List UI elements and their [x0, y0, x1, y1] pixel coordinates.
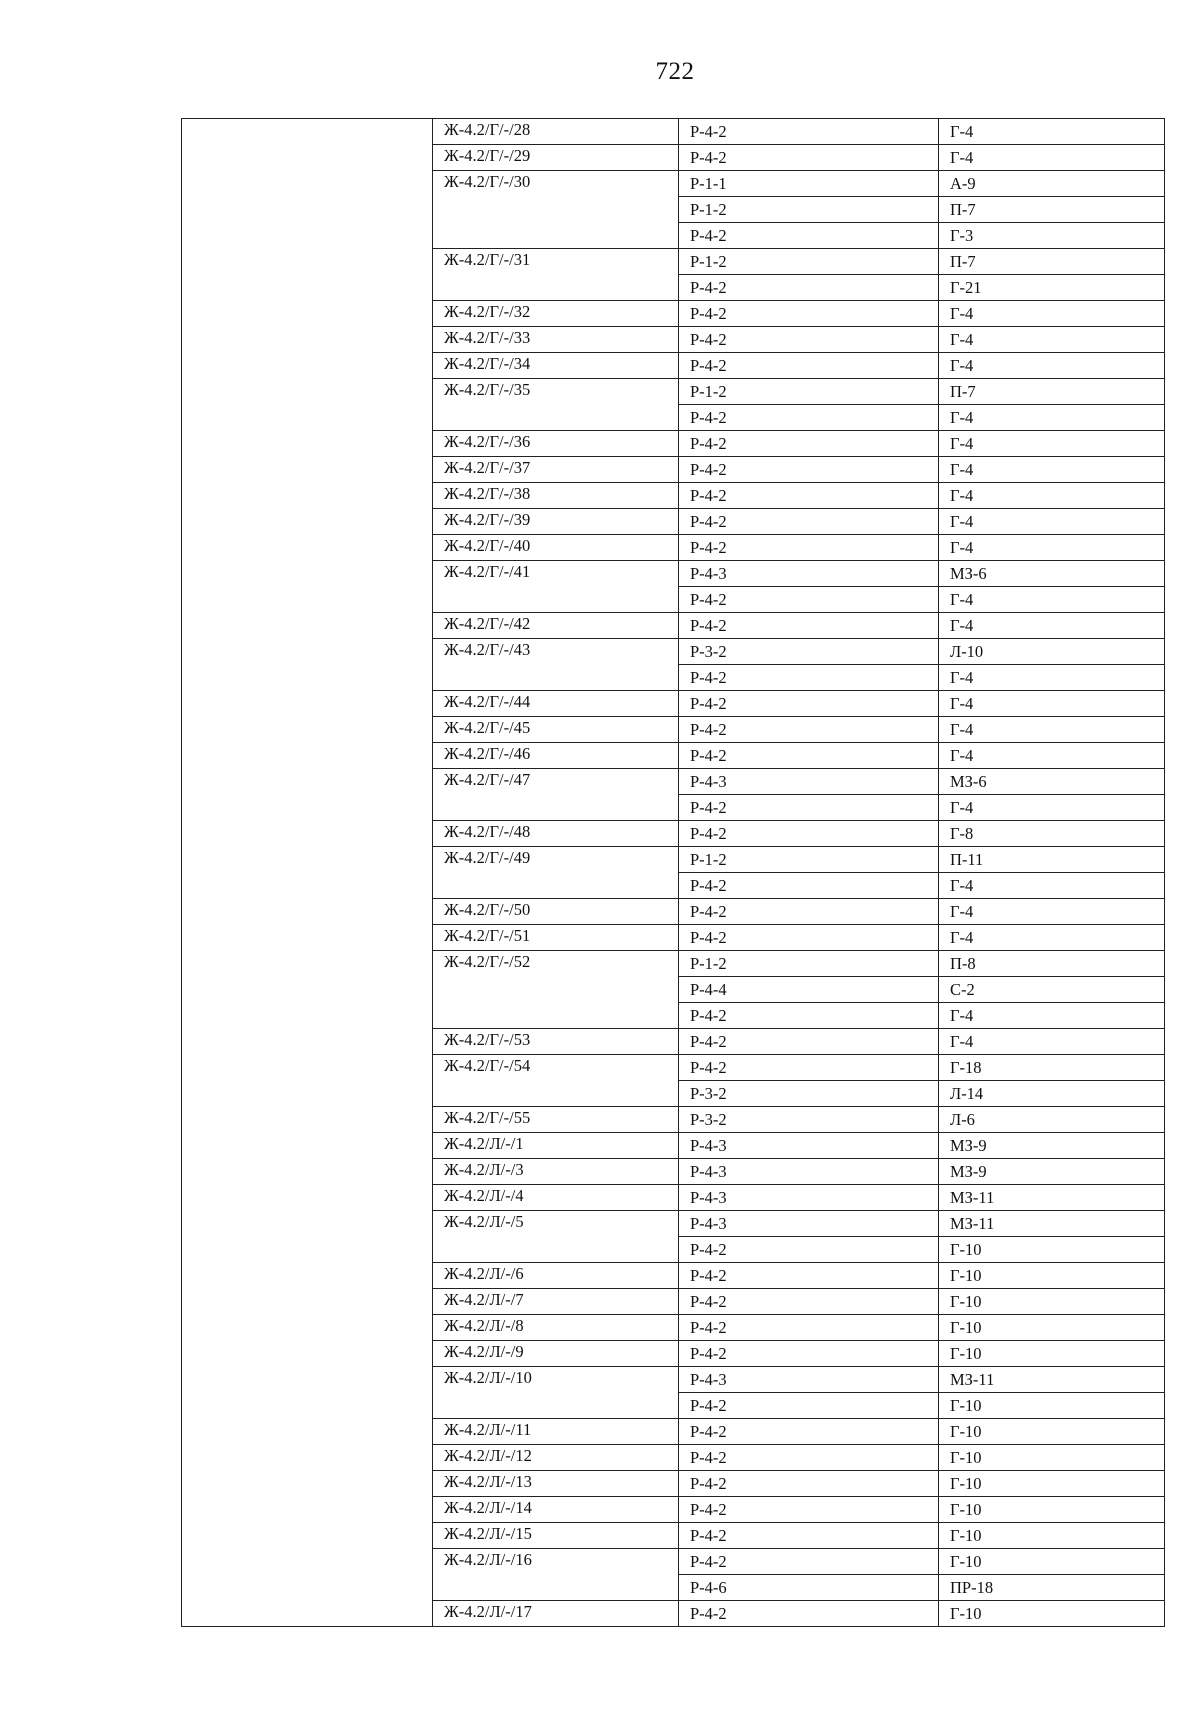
class-code-cell: Г-4: [939, 717, 1165, 743]
code-cell: Ж-4.2/Л/-/14: [433, 1497, 679, 1523]
class-code-cell: Г-10: [939, 1445, 1165, 1471]
page-number: 722: [655, 58, 695, 85]
code-cell: Ж-4.2/Л/-/12: [433, 1445, 679, 1471]
table-row: [182, 119, 1165, 145]
class-code-cell: Г-10: [939, 1601, 1165, 1627]
code-cell: Ж-4.2/Г/-/43: [433, 639, 679, 691]
r-code-cell: Р-4-3: [679, 769, 939, 795]
class-code-cell: Г-4: [939, 795, 1165, 821]
code-cell: Ж-4.2/Л/-/10: [433, 1367, 679, 1419]
code-cell: Ж-4.2/Г/-/28: [433, 119, 679, 145]
r-code-cell: Р-4-2: [679, 1263, 939, 1289]
code-cell: Ж-4.2/Л/-/3: [433, 1159, 679, 1185]
class-code-cell: Г-4: [939, 743, 1165, 769]
class-code-cell: Г-4: [939, 613, 1165, 639]
r-code-cell: Р-4-3: [679, 1211, 939, 1237]
r-code-cell: Р-4-2: [679, 821, 939, 847]
class-code-cell: Г-10: [939, 1341, 1165, 1367]
code-cell: Ж-4.2/Г/-/48: [433, 821, 679, 847]
r-code-cell: Р-4-2: [679, 405, 939, 431]
r-code-cell: Р-1-1: [679, 171, 939, 197]
code-cell: Ж-4.2/Г/-/40: [433, 535, 679, 561]
r-code-cell: Р-3-2: [679, 1107, 939, 1133]
class-code-cell: Г-4: [939, 587, 1165, 613]
code-cell: Ж-4.2/Г/-/42: [433, 613, 679, 639]
class-code-cell: ПР-18: [939, 1575, 1165, 1601]
code-cell: Ж-4.2/Г/-/34: [433, 353, 679, 379]
class-code-cell: Г-4: [939, 483, 1165, 509]
class-code-cell: Г-4: [939, 119, 1165, 145]
code-cell: Ж-4.2/Г/-/35: [433, 379, 679, 431]
r-code-cell: Р-4-2: [679, 665, 939, 691]
r-code-cell: Р-1-2: [679, 951, 939, 977]
class-code-cell: Г-4: [939, 457, 1165, 483]
class-code-cell: Г-10: [939, 1419, 1165, 1445]
r-code-cell: Р-4-2: [679, 613, 939, 639]
r-code-cell: Р-4-2: [679, 1237, 939, 1263]
class-code-cell: Г-4: [939, 925, 1165, 951]
r-code-cell: Р-4-2: [679, 1289, 939, 1315]
class-code-cell: Г-10: [939, 1549, 1165, 1575]
r-code-cell: Р-4-3: [679, 1159, 939, 1185]
r-code-cell: Р-4-2: [679, 119, 939, 145]
class-code-cell: Г-4: [939, 353, 1165, 379]
class-code-cell: П-7: [939, 379, 1165, 405]
code-cell: Ж-4.2/Л/-/4: [433, 1185, 679, 1211]
r-code-cell: Р-4-2: [679, 795, 939, 821]
table-body: [182, 119, 1165, 1627]
class-code-cell: П-7: [939, 197, 1165, 223]
r-code-cell: Р-4-6: [679, 1575, 939, 1601]
class-code-cell: П-8: [939, 951, 1165, 977]
class-code-cell: Г-18: [939, 1055, 1165, 1081]
class-code-cell: Г-10: [939, 1393, 1165, 1419]
class-code-cell: Г-10: [939, 1497, 1165, 1523]
r-code-cell: Р-4-4: [679, 977, 939, 1003]
code-cell: Ж-4.2/Г/-/53: [433, 1029, 679, 1055]
code-cell: Ж-4.2/Л/-/16: [433, 1549, 679, 1601]
r-code-cell: Р-4-3: [679, 1185, 939, 1211]
r-code-cell: Р-1-2: [679, 197, 939, 223]
class-code-cell: П-7: [939, 249, 1165, 275]
class-code-cell: Г-4: [939, 405, 1165, 431]
r-code-cell: Р-4-2: [679, 1549, 939, 1575]
code-cell: Ж-4.2/Г/-/50: [433, 899, 679, 925]
r-code-cell: Р-1-2: [679, 379, 939, 405]
class-code-cell: Г-4: [939, 665, 1165, 691]
code-cell: Ж-4.2/Г/-/32: [433, 301, 679, 327]
r-code-cell: Р-4-2: [679, 717, 939, 743]
class-code-cell: МЗ-9: [939, 1159, 1165, 1185]
r-code-cell: Р-4-2: [679, 301, 939, 327]
r-code-cell: Р-4-2: [679, 1315, 939, 1341]
code-cell: Ж-4.2/Л/-/17: [433, 1601, 679, 1627]
class-code-cell: Г-4: [939, 327, 1165, 353]
class-code-cell: Г-10: [939, 1523, 1165, 1549]
r-code-cell: Р-4-2: [679, 535, 939, 561]
class-code-cell: А-9: [939, 171, 1165, 197]
class-code-cell: Г-4: [939, 899, 1165, 925]
code-cell: Ж-4.2/Г/-/54: [433, 1055, 679, 1107]
r-code-cell: Р-4-2: [679, 483, 939, 509]
class-code-cell: МЗ-6: [939, 561, 1165, 587]
code-cell: Ж-4.2/Л/-/9: [433, 1341, 679, 1367]
class-code-cell: Г-21: [939, 275, 1165, 301]
class-code-cell: Г-10: [939, 1289, 1165, 1315]
code-cell: Ж-4.2/Г/-/36: [433, 431, 679, 457]
class-code-cell: Г-10: [939, 1263, 1165, 1289]
data-table: [181, 118, 1165, 1627]
code-cell: Ж-4.2/Л/-/13: [433, 1471, 679, 1497]
class-code-cell: Г-4: [939, 145, 1165, 171]
class-code-cell: П-11: [939, 847, 1165, 873]
code-cell: Ж-4.2/Г/-/41: [433, 561, 679, 613]
code-cell: Ж-4.2/Г/-/45: [433, 717, 679, 743]
code-cell: Ж-4.2/Л/-/7: [433, 1289, 679, 1315]
r-code-cell: Р-4-2: [679, 431, 939, 457]
class-code-cell: Г-4: [939, 1003, 1165, 1029]
code-cell: Ж-4.2/Г/-/49: [433, 847, 679, 899]
r-code-cell: Р-4-2: [679, 1497, 939, 1523]
code-cell: Ж-4.2/Г/-/46: [433, 743, 679, 769]
r-code-cell: Р-4-2: [679, 1055, 939, 1081]
class-code-cell: Л-14: [939, 1081, 1165, 1107]
class-code-cell: МЗ-11: [939, 1367, 1165, 1393]
class-code-cell: МЗ-11: [939, 1185, 1165, 1211]
r-code-cell: Р-4-2: [679, 457, 939, 483]
r-code-cell: Р-4-2: [679, 327, 939, 353]
r-code-cell: Р-1-2: [679, 249, 939, 275]
code-cell: Ж-4.2/Г/-/30: [433, 171, 679, 249]
code-cell: Ж-4.2/Г/-/33: [433, 327, 679, 353]
r-code-cell: Р-4-2: [679, 1393, 939, 1419]
class-code-cell: Г-4: [939, 1029, 1165, 1055]
code-cell: Ж-4.2/Г/-/31: [433, 249, 679, 301]
code-cell: Ж-4.2/Г/-/29: [433, 145, 679, 171]
data-table-container: [181, 118, 1165, 1627]
r-code-cell: Р-4-2: [679, 1601, 939, 1627]
r-code-cell: Р-4-2: [679, 223, 939, 249]
class-code-cell: Г-4: [939, 509, 1165, 535]
r-code-cell: Р-4-2: [679, 899, 939, 925]
r-code-cell: Р-4-2: [679, 353, 939, 379]
r-code-cell: Р-4-2: [679, 1003, 939, 1029]
r-code-cell: Р-4-2: [679, 587, 939, 613]
code-cell: Ж-4.2/Л/-/11: [433, 1419, 679, 1445]
code-cell: Ж-4.2/Л/-/8: [433, 1315, 679, 1341]
code-cell: Ж-4.2/Г/-/52: [433, 951, 679, 1029]
r-code-cell: Р-4-3: [679, 1133, 939, 1159]
code-cell: Ж-4.2/Г/-/44: [433, 691, 679, 717]
class-code-cell: МЗ-11: [939, 1211, 1165, 1237]
r-code-cell: Р-4-2: [679, 1523, 939, 1549]
r-code-cell: Р-4-2: [679, 509, 939, 535]
code-cell: Ж-4.2/Г/-/47: [433, 769, 679, 821]
class-code-cell: Г-4: [939, 873, 1165, 899]
code-cell: Ж-4.2/Г/-/38: [433, 483, 679, 509]
class-code-cell: МЗ-6: [939, 769, 1165, 795]
code-cell: Ж-4.2/Г/-/39: [433, 509, 679, 535]
r-code-cell: Р-3-2: [679, 1081, 939, 1107]
empty-left-column-cell: [182, 119, 433, 1627]
r-code-cell: Р-4-2: [679, 691, 939, 717]
class-code-cell: Г-10: [939, 1237, 1165, 1263]
r-code-cell: Р-4-2: [679, 1419, 939, 1445]
class-code-cell: МЗ-9: [939, 1133, 1165, 1159]
code-cell: Ж-4.2/Л/-/6: [433, 1263, 679, 1289]
class-code-cell: Г-4: [939, 431, 1165, 457]
r-code-cell: Р-1-2: [679, 847, 939, 873]
code-cell: Ж-4.2/Г/-/51: [433, 925, 679, 951]
class-code-cell: Л-6: [939, 1107, 1165, 1133]
class-code-cell: Г-10: [939, 1471, 1165, 1497]
r-code-cell: Р-4-2: [679, 925, 939, 951]
code-cell: Ж-4.2/Г/-/37: [433, 457, 679, 483]
r-code-cell: Р-4-2: [679, 1341, 939, 1367]
r-code-cell: Р-3-2: [679, 639, 939, 665]
code-cell: Ж-4.2/Г/-/55: [433, 1107, 679, 1133]
class-code-cell: Г-8: [939, 821, 1165, 847]
r-code-cell: Р-4-2: [679, 1029, 939, 1055]
r-code-cell: Р-4-2: [679, 275, 939, 301]
class-code-cell: Г-10: [939, 1315, 1165, 1341]
r-code-cell: Р-4-2: [679, 743, 939, 769]
class-code-cell: Г-4: [939, 691, 1165, 717]
r-code-cell: Р-4-3: [679, 1367, 939, 1393]
r-code-cell: Р-4-2: [679, 1471, 939, 1497]
class-code-cell: Г-3: [939, 223, 1165, 249]
r-code-cell: Р-4-2: [679, 1445, 939, 1471]
r-code-cell: Р-4-2: [679, 873, 939, 899]
r-code-cell: Р-4-3: [679, 561, 939, 587]
code-cell: Ж-4.2/Л/-/5: [433, 1211, 679, 1263]
class-code-cell: С-2: [939, 977, 1165, 1003]
class-code-cell: Л-10: [939, 639, 1165, 665]
code-cell: Ж-4.2/Л/-/1: [433, 1133, 679, 1159]
code-cell: Ж-4.2/Л/-/15: [433, 1523, 679, 1549]
class-code-cell: Г-4: [939, 301, 1165, 327]
r-code-cell: Р-4-2: [679, 145, 939, 171]
class-code-cell: Г-4: [939, 535, 1165, 561]
